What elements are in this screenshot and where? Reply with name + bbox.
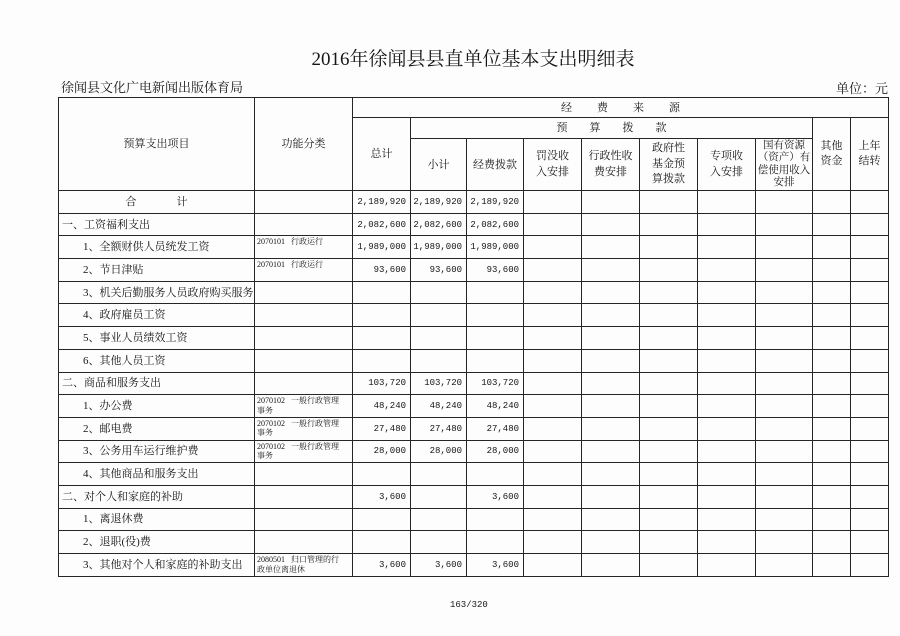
cell-carryover (851, 213, 889, 236)
cell-other-funds (813, 349, 851, 372)
cell-appropriation: 27,480 (467, 417, 524, 440)
cell-total (353, 281, 411, 304)
row-label: 2、退职(役)费 (59, 531, 255, 554)
function-code: 2070102 (257, 396, 285, 406)
cell-admin-fees (582, 191, 640, 214)
cell-gov-fund (640, 372, 698, 395)
cell-state-assets (756, 485, 813, 508)
cell-total: 2,189,920 (353, 191, 411, 214)
cell-fines (524, 417, 582, 440)
header-subtotal: 小计 (411, 139, 467, 191)
cell-gov-fund (640, 463, 698, 486)
cell-subtotal (411, 463, 467, 486)
cell-admin-fees (582, 281, 640, 304)
cell-admin-fees (582, 554, 640, 577)
function-classification (255, 395, 353, 418)
row-label: 一、工资福利支出 (59, 213, 255, 236)
cell-appropriation: 93,600 (467, 259, 524, 282)
cell-other-funds (813, 372, 851, 395)
cell-admin-fees (582, 213, 640, 236)
function-classification (255, 213, 353, 236)
table-row (59, 372, 889, 395)
cell-fines (524, 259, 582, 282)
table-header (59, 98, 889, 191)
header-appropriation: 经费拨款 (467, 139, 524, 191)
row-label: 4、政府雇员工资 (59, 304, 255, 327)
table-row (59, 531, 889, 554)
cell-fines (524, 395, 582, 418)
cell-subtotal (411, 508, 467, 531)
cell-gov-fund (640, 304, 698, 327)
cell-appropriation (467, 508, 524, 531)
function-classification (255, 304, 353, 327)
table-row (59, 349, 889, 372)
cell-gov-fund (640, 531, 698, 554)
cell-special-income (698, 440, 756, 463)
function-classification (255, 349, 353, 372)
cell-fines (524, 213, 582, 236)
table-row (59, 327, 889, 350)
cell-fines (524, 463, 582, 486)
cell-state-assets (756, 554, 813, 577)
cell-appropriation: 48,240 (467, 395, 524, 418)
cell-fines (524, 531, 582, 554)
cell-admin-fees (582, 349, 640, 372)
table-row (59, 508, 889, 531)
cell-state-assets (756, 349, 813, 372)
cell-carryover (851, 236, 889, 259)
function-code: 2070102 (257, 441, 285, 451)
cell-state-assets (756, 508, 813, 531)
cell-special-income (698, 327, 756, 350)
cell-subtotal: 103,720 (411, 372, 467, 395)
function-name: 一般行政管理事务 (257, 396, 339, 415)
cell-appropriation (467, 327, 524, 350)
cell-admin-fees (582, 304, 640, 327)
function-name: 行政运行 (291, 260, 323, 270)
cell-special-income (698, 395, 756, 418)
cell-total: 3,600 (353, 554, 411, 577)
function-code: 2080501 (257, 555, 285, 564)
cell-other-funds (813, 304, 851, 327)
cell-admin-fees (582, 531, 640, 554)
cell-state-assets (756, 327, 813, 350)
table-row (59, 440, 889, 463)
cell-carryover (851, 349, 889, 372)
cell-total: 93,600 (353, 259, 411, 282)
cell-fines (524, 440, 582, 463)
cell-special-income (698, 191, 756, 214)
cell-gov-fund (640, 440, 698, 463)
cell-fines (524, 349, 582, 372)
budget-detail-table (58, 97, 889, 577)
table-body (59, 191, 889, 577)
cell-subtotal: 2,189,920 (411, 191, 467, 214)
cell-fines (524, 304, 582, 327)
header-budget-item: 预算支出项目 (59, 98, 255, 191)
cell-subtotal: 93,600 (411, 259, 467, 282)
cell-total: 103,720 (353, 372, 411, 395)
row-label: 2、节日津贴 (59, 259, 255, 282)
cell-subtotal (411, 327, 467, 350)
header-special-income: 专项收入安排 (698, 139, 756, 191)
table-row (59, 417, 889, 440)
row-label: 二、商品和服务支出 (59, 372, 255, 395)
cell-total: 28,000 (353, 440, 411, 463)
cell-gov-fund (640, 191, 698, 214)
cell-total (353, 531, 411, 554)
row-label: 3、公务用车运行维护费 (59, 440, 255, 463)
cell-subtotal (411, 304, 467, 327)
cell-admin-fees (582, 463, 640, 486)
cell-state-assets (756, 417, 813, 440)
header-total: 总计 (353, 118, 411, 191)
cell-gov-fund (640, 508, 698, 531)
table-row (59, 485, 889, 508)
function-classification (255, 417, 353, 440)
cell-other-funds (813, 236, 851, 259)
row-label: 4、其他商品和服务支出 (59, 463, 255, 486)
cell-fines (524, 485, 582, 508)
cell-appropriation (467, 463, 524, 486)
cell-appropriation (467, 349, 524, 372)
header-fines: 罚没收入安排 (524, 139, 582, 191)
cell-gov-fund (640, 417, 698, 440)
cell-gov-fund (640, 236, 698, 259)
function-classification (255, 508, 353, 531)
cell-special-income (698, 417, 756, 440)
row-label: 1、离退休费 (59, 508, 255, 531)
cell-total (353, 349, 411, 372)
header-admin-fees: 行政性收费安排 (582, 139, 640, 191)
cell-gov-fund (640, 485, 698, 508)
cell-subtotal (411, 281, 467, 304)
cell-appropriation: 103,720 (467, 372, 524, 395)
table-row (59, 304, 889, 327)
cell-special-income (698, 213, 756, 236)
row-label: 1、办公费 (59, 395, 255, 418)
function-classification (255, 281, 353, 304)
cell-gov-fund (640, 327, 698, 350)
cell-other-funds (813, 417, 851, 440)
cell-carryover (851, 304, 889, 327)
cell-admin-fees (582, 236, 640, 259)
cell-total (353, 304, 411, 327)
cell-other-funds (813, 281, 851, 304)
cell-other-funds (813, 531, 851, 554)
row-label: 1、全额财供人员统发工资 (59, 236, 255, 259)
page-number: 163/320 (450, 600, 488, 610)
cell-carryover (851, 372, 889, 395)
cell-carryover (851, 395, 889, 418)
cell-appropriation: 2,082,600 (467, 213, 524, 236)
unit-name: 徐闻县文化广电新闻出版体育局 (61, 80, 244, 95)
cell-gov-fund (640, 259, 698, 282)
function-name: 一般行政管理事务 (257, 418, 339, 438)
cell-carryover (851, 417, 889, 440)
row-label: 合计 (59, 191, 255, 214)
table-row (59, 236, 889, 259)
row-label: 5、事业人员绩效工资 (59, 327, 255, 350)
cell-subtotal: 28,000 (411, 440, 467, 463)
cell-subtotal (411, 485, 467, 508)
header-state-assets: 国有资源（资产）有偿使用收入安排 (756, 139, 813, 191)
cell-special-income (698, 304, 756, 327)
cell-admin-fees (582, 327, 640, 350)
cell-gov-fund (640, 281, 698, 304)
header-function-classification: 功能分类 (255, 98, 353, 191)
table-row (59, 463, 889, 486)
cell-other-funds (813, 395, 851, 418)
function-name: 归口管理的行政单位离退休 (257, 555, 339, 574)
cell-gov-fund (640, 554, 698, 577)
cell-subtotal: 48,240 (411, 395, 467, 418)
cell-admin-fees (582, 395, 640, 418)
cell-appropriation (467, 281, 524, 304)
cell-state-assets (756, 304, 813, 327)
header-gov-fund: 政府性基金预算拨款 (640, 139, 698, 191)
cell-other-funds (813, 485, 851, 508)
cell-admin-fees (582, 485, 640, 508)
cell-carryover (851, 281, 889, 304)
function-name: 一般行政管理事务 (257, 441, 339, 461)
cell-total (353, 327, 411, 350)
cell-total (353, 463, 411, 486)
function-classification (255, 191, 353, 214)
table-row (59, 281, 889, 304)
cell-special-income (698, 259, 756, 282)
cell-fines (524, 554, 582, 577)
function-classification (255, 554, 353, 577)
cell-other-funds (813, 554, 851, 577)
cell-subtotal: 2,082,600 (411, 213, 467, 236)
cell-special-income (698, 531, 756, 554)
cell-total: 3,600 (353, 485, 411, 508)
cell-special-income (698, 372, 756, 395)
cell-admin-fees (582, 372, 640, 395)
cell-gov-fund (640, 349, 698, 372)
cell-state-assets (756, 372, 813, 395)
cell-admin-fees (582, 417, 640, 440)
function-name: 行政运行 (291, 237, 323, 247)
cell-other-funds (813, 259, 851, 282)
header-other-funds: 其他资金 (813, 118, 851, 191)
cell-total: 1,989,000 (353, 236, 411, 259)
cell-carryover (851, 508, 889, 531)
cell-carryover (851, 485, 889, 508)
cell-carryover (851, 440, 889, 463)
cell-other-funds (813, 508, 851, 531)
cell-appropriation: 3,600 (467, 485, 524, 508)
cell-carryover (851, 554, 889, 577)
header-budget-allocation: 预算拨款 (411, 118, 813, 139)
cell-subtotal (411, 531, 467, 554)
cell-total: 27,480 (353, 417, 411, 440)
cell-special-income (698, 508, 756, 531)
cell-state-assets (756, 440, 813, 463)
header-carryover: 上年结转 (851, 118, 889, 191)
function-classification (255, 440, 353, 463)
function-classification (255, 236, 353, 259)
cell-other-funds (813, 327, 851, 350)
cell-admin-fees (582, 440, 640, 463)
document-title: 2016年徐闻县县直单位基本支出明细表 (311, 49, 635, 70)
function-code: 2070101 (257, 260, 285, 270)
cell-carryover (851, 327, 889, 350)
cell-appropriation: 28,000 (467, 440, 524, 463)
cell-total (353, 508, 411, 531)
table-row (59, 213, 889, 236)
cell-appropriation (467, 304, 524, 327)
header-funding-source: 经费来源 (353, 98, 889, 118)
cell-fines (524, 236, 582, 259)
row-label: 3、机关后勤服务人员政府购买服务 (59, 281, 255, 304)
function-classification (255, 372, 353, 395)
cell-subtotal (411, 349, 467, 372)
row-label: 二、对个人和家庭的补助 (59, 485, 255, 508)
cell-other-funds (813, 213, 851, 236)
cell-other-funds (813, 463, 851, 486)
function-classification (255, 259, 353, 282)
function-classification (255, 327, 353, 350)
row-label: 2、邮电费 (59, 417, 255, 440)
cell-admin-fees (582, 508, 640, 531)
cell-subtotal: 3,600 (411, 554, 467, 577)
cell-state-assets (756, 395, 813, 418)
table-row (59, 191, 889, 214)
table-row (59, 554, 889, 577)
cell-appropriation (467, 531, 524, 554)
cell-special-income (698, 554, 756, 577)
cell-fines (524, 372, 582, 395)
cell-other-funds (813, 440, 851, 463)
cell-appropriation: 1,989,000 (467, 236, 524, 259)
function-code: 2070101 (257, 237, 285, 247)
currency-unit-label: 单位：元 (835, 81, 888, 96)
cell-special-income (698, 281, 756, 304)
cell-other-funds (813, 191, 851, 214)
cell-appropriation: 3,600 (467, 554, 524, 577)
cell-special-income (698, 349, 756, 372)
cell-state-assets (756, 259, 813, 282)
row-label: 3、其他对个人和家庭的补助支出 (59, 554, 255, 577)
cell-state-assets (756, 463, 813, 486)
cell-carryover (851, 259, 889, 282)
cell-state-assets (756, 236, 813, 259)
cell-total: 48,240 (353, 395, 411, 418)
cell-carryover (851, 463, 889, 486)
cell-total: 2,082,600 (353, 213, 411, 236)
cell-appropriation: 2,189,920 (467, 191, 524, 214)
cell-state-assets (756, 531, 813, 554)
cell-gov-fund (640, 213, 698, 236)
cell-fines (524, 327, 582, 350)
cell-subtotal: 1,989,000 (411, 236, 467, 259)
cell-fines (524, 508, 582, 531)
function-classification (255, 463, 353, 486)
cell-carryover (851, 191, 889, 214)
row-label: 6、其他人员工资 (59, 349, 255, 372)
cell-state-assets (756, 213, 813, 236)
cell-fines (524, 281, 582, 304)
cell-gov-fund (640, 395, 698, 418)
function-classification (255, 531, 353, 554)
cell-subtotal: 27,480 (411, 417, 467, 440)
header-row (59, 98, 889, 118)
cell-admin-fees (582, 259, 640, 282)
cell-state-assets (756, 191, 813, 214)
table-row (59, 259, 889, 282)
cell-carryover (851, 531, 889, 554)
cell-state-assets (756, 281, 813, 304)
table-row (59, 395, 889, 418)
function-code: 2070102 (257, 418, 285, 428)
cell-fines (524, 191, 582, 214)
cell-special-income (698, 485, 756, 508)
cell-special-income (698, 463, 756, 486)
cell-special-income (698, 236, 756, 259)
function-classification (255, 485, 353, 508)
